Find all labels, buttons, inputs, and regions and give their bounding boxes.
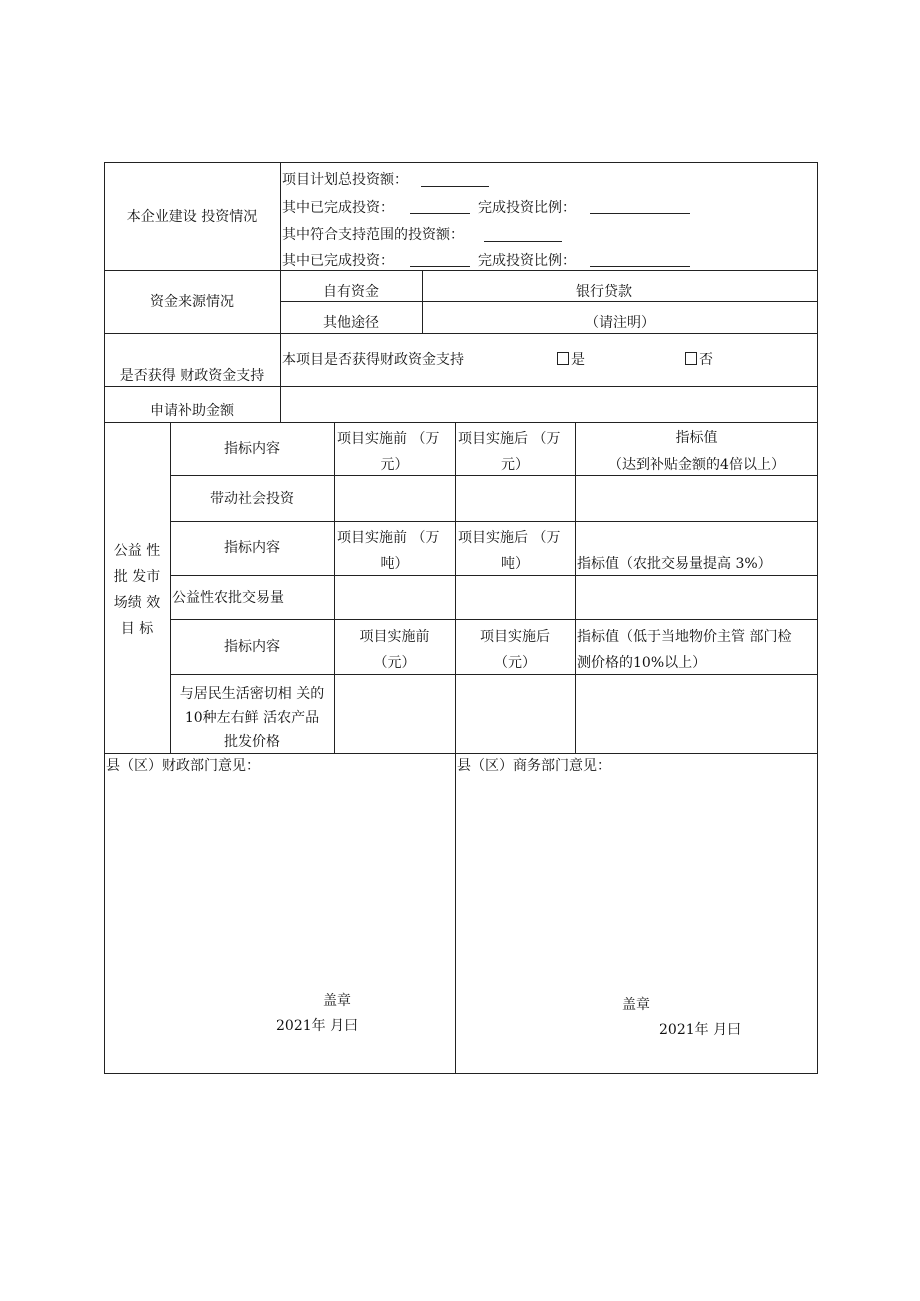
invest-ratio-label: 完成投资比例： [478,200,576,216]
finance-date: 2021年 月曰 [276,1018,359,1034]
after-header: 项目实施后 [480,629,550,645]
target-price-cont: 测价格的10%以上） [577,655,707,671]
row-divider [104,422,818,423]
indicator-content-header: 指标内容 [224,540,280,556]
row-divider [280,301,818,302]
invest-eligible-label: 其中符合支持范围的投资额： [282,227,464,243]
row-price-line: 10种左右鲜 活农产品 [184,710,320,726]
target-price: 指标值（低于当地物价主管 部门检 [577,629,792,645]
row-divider [170,475,818,476]
funding-other: 其他途径 [323,315,379,331]
indicator-content-header: 指标内容 [224,639,280,655]
subsidy-amount-field[interactable] [282,390,816,420]
row-price [170,682,334,754]
row-divider [104,386,818,387]
fiscal-no-label: 否 [699,352,713,368]
before-unit: 元） [380,457,409,473]
invest-total-label: 项目计划总投资额： [282,172,408,188]
commerce-seal: 盖章 [622,997,650,1013]
before-header: 项目实施前 [359,629,430,645]
row-divider [104,333,818,334]
row-divider [170,521,818,522]
finance-opinion-field[interactable] [106,780,452,990]
after-unit: 吨） [501,556,529,572]
indicator-content-header: 指标内容 [224,441,280,457]
commerce-opinion-field[interactable] [457,780,815,990]
checkbox-icon[interactable] [557,352,569,365]
table-border-right [817,162,818,1074]
fiscal-yes-label: 是 [571,352,585,368]
fiscal-question: 本项目是否获得财政资金支持 [282,352,464,368]
table-border-bottom [104,1073,818,1074]
perf-label [104,538,170,642]
after-unit: （元） [494,655,536,671]
fiscal-yes-option[interactable] [557,351,585,369]
funding-other-note[interactable]: （请注明） [585,315,655,331]
invest-completed-input[interactable] [410,213,470,214]
commerce-date: 2021年 月曰 [659,1022,742,1038]
invest-label: 本企业建设 投资情况 [126,209,258,225]
table-border-top [104,162,818,163]
funding-own-value[interactable] [423,284,574,300]
fiscal-no-option[interactable] [685,351,713,369]
perf-label-line: 场绩 效 [113,595,161,611]
row-price-line: 与居民生活密切相 关的 [179,686,325,702]
row-price-line: 批发价格 [224,734,280,750]
eligible-completed-label: 其中已完成投资： [282,253,394,269]
finance-opinion-title: 县（区）财政部门意见： [106,758,260,774]
before-header: 项目实施前 （万 [337,530,440,546]
eligible-ratio-label: 完成投资比例： [478,253,576,269]
checkbox-icon[interactable] [685,352,697,365]
funding-label: 资金来源情况 [150,294,234,310]
invest-ratio-input[interactable] [590,213,690,214]
target-desc: （达到补贴金额的4倍以上） [608,457,785,473]
row-trade-volume: 公益性农批交易量 [172,590,284,606]
eligible-completed-input[interactable] [410,266,470,267]
col-divider [455,422,456,1074]
row-social-investment: 带动社会投资 [210,491,294,507]
before-unit: （元） [373,655,416,671]
funding-own: 自有资金 [323,284,379,300]
target-header: 指标值 [675,430,718,446]
after-header: 项目实施后 （万 [458,431,561,447]
perf-label-line: 公益 性 [113,543,161,559]
funding-bank: 银行贷款 [576,284,632,300]
finance-seal: 盖章 [323,993,351,1009]
invest-eligible-input[interactable] [484,241,562,242]
fiscal-label: 是否获得 财政资金支持 [119,368,265,384]
invest-total-input[interactable] [421,186,489,187]
after-header: 项目实施后 （万 [458,530,561,546]
target-trade-volume: 指标值（农批交易量提高 3%） [577,556,772,572]
perf-label-line: 批 发市 [113,569,161,585]
perf-label-line: 目 标 [120,621,154,637]
row-divider [104,270,818,271]
row-divider [170,674,818,675]
before-unit: 吨） [380,556,409,572]
after-unit: 元） [501,457,529,473]
subsidy-label: 申请补助金额 [150,403,234,419]
row-divider [170,619,818,620]
row-divider [170,575,818,576]
eligible-ratio-input[interactable] [590,266,690,267]
before-header: 项目实施前 （万 [337,431,440,447]
invest-completed-label: 其中已完成投资： [282,200,394,216]
commerce-opinion-title: 县（区）商务部门意见： [457,758,611,774]
